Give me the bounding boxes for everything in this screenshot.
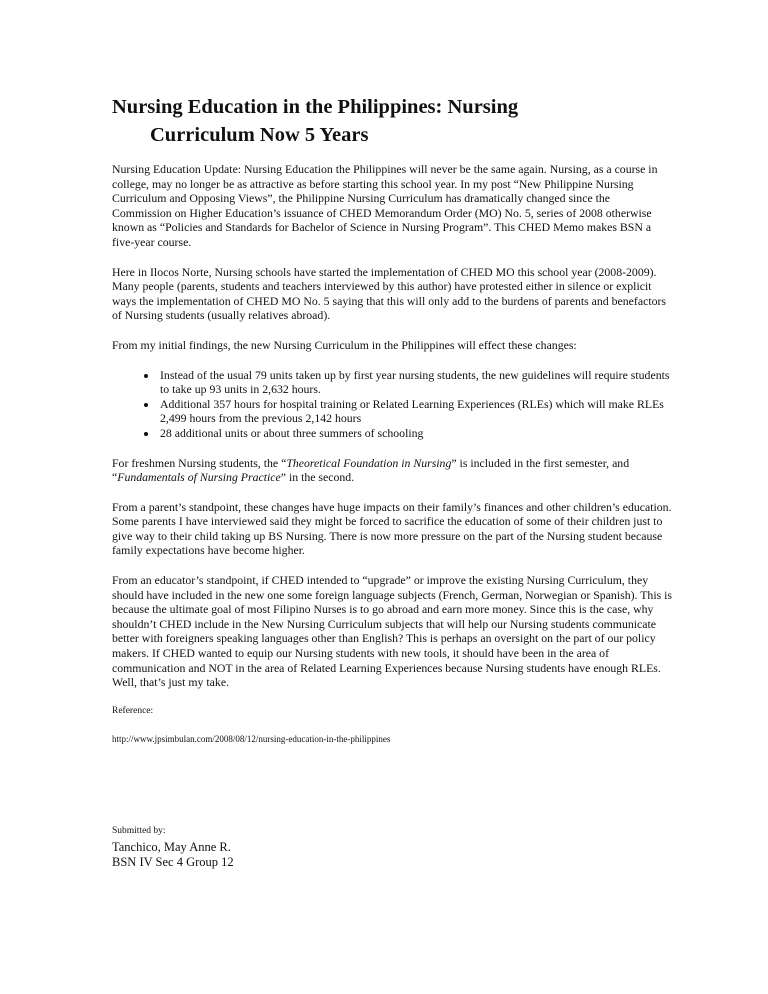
paragraph-parent-standpoint: From a parent’s standpoint, these changes have huge impacts on their family’s finances and other children’s education. Some parents I have interviewed said they might be forced to sacrifice the education of some of their children just to give way to their child taking up BS Nursing. There is now more pressure on the part of the Nursing student because family expectations have become higher.: [112, 499, 672, 558]
reference-url: http://www.jpsimbulan.com/2008/08/12/nursing-education-in-the-philippines: [112, 733, 391, 744]
course-fundamentals: Fundamentals of Nursing Practice: [117, 470, 281, 485]
document-body: [112, 162, 672, 761]
text-run: ” in the second.: [280, 470, 355, 485]
title-line-2: Curriculum Now 5 Years: [150, 124, 369, 146]
list-item: • Additional 357 hours for hospital training or Related Learning Experiences (RLEs) which will make RLEs 2,499 hours from the previous 2,142 hours: [158, 397, 672, 426]
paragraph-intro: Nursing Education Update: Nursing Education the Philippines will never be the same again. Nursing, as a course in college, may no longer be as attractive as before starting this school year. In my post “New Philippine Nursing Curriculum and Opposing Views”, the Philippine Nursing Curriculum has dramatically changed since the Commission on Higher Education’s issuance of CHED Memorandum Order (MO) No. 5, series of 2008 otherwise known as “Policies and Standards for Bachelor of Science in Nursing Program”. This CHED Memo makes BSN a five-year course.: [112, 162, 658, 249]
paragraph-ilocos-norte: Here in Ilocos Norte, Nursing schools have started the implementation of CHED MO this school year (2008-2009). Many people (parents, students and teachers interviewed by this author) have protested either in silence or explicit ways the implementation of CHED MO No. 5 saying that this will only add to the burdens of parents and benefactors of Nursing students (usually relatives abroad).: [112, 264, 667, 323]
text-run: ” is included in the first semester, and “: [112, 455, 630, 485]
reference-block: [112, 705, 672, 746]
title-line-1: Nursing Education in the Philippines: Nursing: [112, 96, 519, 118]
text-run: For freshmen Nursing students, the “: [112, 455, 287, 470]
author-name: Tanchico, May Anne R.: [112, 840, 231, 854]
changes-list: [112, 368, 672, 441]
paragraph-freshmen: [112, 456, 672, 485]
submitted-label: Submitted by:: [112, 826, 166, 836]
course-theoretical-foundation: Theoretical Foundation in Nursing: [286, 455, 452, 470]
reference-label: Reference:: [112, 705, 154, 716]
paragraph-findings: From my initial findings, the new Nursing Curriculum in the Philippines will effect these changes:: [112, 337, 577, 352]
submitted-by-block: [112, 825, 512, 870]
paragraph-educator-standpoint: From an educator’s standpoint, if CHED intended to “upgrade” or improve the existing Nursing Curriculum, they should have included in the new one some foreign language subjects (French, German, Norwegian or Spanish). This is because the ultimate goal of most Filipino Nurses is to go abroad and earn more money. Since this is the case, why shouldn’t CHED include in the New Nursing Curriculum subjects that will help our Nursing students communicate better with foreigners speaking languages other than English? This is perhaps an oversight on the part of our policy makers. If CHED wanted to equip our Nursing students with new tools, it should have been in the area of communication and NOT in the area of Related Learning Experiences because Nursing students have enough RLEs. Well, that’s just my take.: [112, 573, 673, 690]
list-item: • 28 additional units or about three summers of schooling: [158, 426, 672, 441]
author-section: BSN IV Sec 4 Group 12: [112, 855, 234, 869]
list-item: • Instead of the usual 79 units taken up by first year nursing students, the new guidelines will require students to take up 93 units in 2,632 hours.: [158, 368, 672, 397]
document-title: [112, 93, 672, 149]
